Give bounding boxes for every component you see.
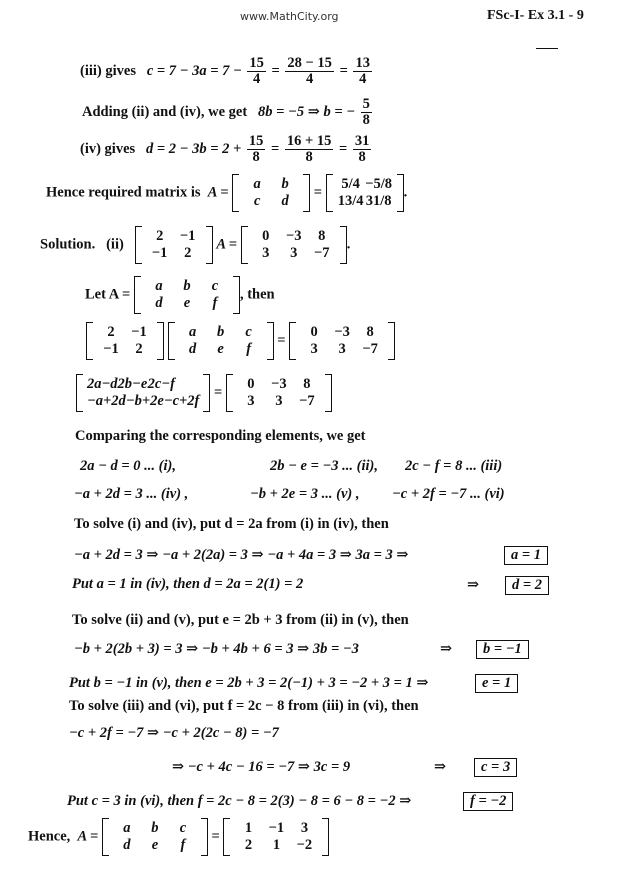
bracket-right (325, 374, 332, 412)
fraction: $\frac{15}{4}$ (249, 55, 264, 88)
matrix-cell: −c+2f (163, 393, 200, 409)
matrix-cell: 2 (107, 324, 115, 340)
matrix-row (237, 376, 321, 393)
matrix-row (300, 341, 384, 358)
matrix-row (237, 393, 321, 410)
line-equations-1 (80, 458, 503, 475)
matrix-cell: 0 (247, 376, 255, 392)
matrix-cell: a (189, 324, 197, 340)
fraction: $\frac{15}{8}$ (248, 133, 264, 166)
fraction: $\frac{31}{8}$ (354, 133, 370, 166)
equation: Put c = 3 in (vi), then f = 2c − 8 = 2(3) − 8 = 6 − 8 = −2 ⇒ (67, 793, 412, 809)
matrix-row (252, 245, 336, 262)
matrix-unknowns (102, 818, 208, 856)
line-adding (82, 97, 374, 128)
matrix-result (326, 174, 404, 212)
matrix-cell: 13/4 (337, 193, 364, 209)
bracket-left (289, 322, 296, 360)
matrix-cell: 3 (262, 245, 270, 261)
matrix-cell: 2a−d (87, 376, 118, 392)
bracket-right (157, 322, 164, 360)
line-matrix-product: 2 −1 −1 2 a b c d e f = 0 −3 8 3 3 −7 (86, 322, 395, 360)
matrix-cell: 3 (275, 393, 283, 409)
line-find-c (172, 758, 511, 776)
matrix-row (87, 393, 199, 410)
equation-i: 2a − d = 0 ... (i), (80, 458, 176, 474)
matrix-cell: −1 (103, 341, 119, 357)
equation: −a + 2d = 3 ⇒ −a + 2(2a) = 3 ⇒ −a + 4a = 3 ⇒ 3a = 3 ⇒ (74, 547, 409, 563)
line-iii-gives: (iii) gives c = 7 − 3a = 7 − $\frac{15}{4}$ = $\frac{28 - 15}{4}$ = $\frac{13}{4}$ (80, 55, 370, 88)
matrix-coefficients (86, 322, 164, 360)
label: (iii) gives (80, 63, 136, 80)
matrix-cell: b (151, 820, 159, 836)
bracket-left (86, 322, 93, 360)
matrix-cell: b (281, 176, 289, 192)
bracket-left (226, 374, 233, 412)
matrix-cell: 3 (247, 393, 255, 409)
bracket-right (388, 322, 395, 360)
label-then: , then (239, 286, 275, 303)
bracket-left (232, 174, 239, 212)
equation-ii: 2b − e = −3 ... (ii), (270, 458, 378, 474)
matrix-cell: 2 (135, 341, 143, 357)
matrix-cell: −b+2e (125, 393, 164, 409)
matrix-row (337, 176, 393, 193)
matrix-cell: b (183, 278, 191, 294)
matrix-cell: b (217, 324, 225, 340)
bracket-left (241, 226, 248, 264)
matrix-cell: 2 (156, 228, 164, 244)
fraction: $\frac{16 + 15}{8}$ (286, 133, 332, 166)
equation-iii: 2c − f = 8 ... (iii) (405, 458, 503, 474)
line-find-f (67, 792, 507, 810)
matrix-row (97, 324, 153, 341)
label: Let A = (85, 286, 131, 303)
matrix-cell: e (183, 295, 191, 311)
equation: c = 7 − 3a = 7 − (146, 63, 242, 80)
header-rule (536, 48, 558, 49)
matrix-cell: c (253, 193, 261, 209)
solution-label: Solution. (40, 236, 96, 253)
matrix-cell: 8 (303, 376, 311, 392)
matrix-cell: −7 (313, 245, 330, 261)
matrix-cell: 2 (244, 837, 253, 853)
bracket-right (303, 174, 310, 212)
matrix-final (223, 818, 329, 856)
matrix-rhs (241, 226, 347, 264)
matrix-rhs (289, 322, 395, 360)
equation-vi: −c + 2f = −7 ... (vi) (392, 486, 505, 502)
part-label: (ii) (106, 236, 124, 253)
matrix-cell: c (179, 820, 187, 836)
matrix-cell: −1 (268, 820, 285, 836)
equation: −b + 2(2b + 3) = 3 ⇒ −b + 4b + 6 = 3 ⇒ 3b = −3 (74, 641, 359, 657)
matrix-row (243, 193, 299, 210)
equation: 8b = −5 ⇒ b = − (258, 104, 356, 121)
matrix-cell: 2c−f (147, 376, 175, 392)
fraction: $\frac{13}{4}$ (355, 55, 370, 88)
label: Adding (ii) and (iv), we get (82, 104, 248, 121)
matrix-row (146, 245, 202, 262)
matrix-cell: a (253, 176, 261, 192)
matrix-cell: −2 (296, 837, 313, 853)
line-required-matrix: Hence required matrix is A = a b c d = 5/4 −5/8 13/4 31/8 . (46, 174, 407, 212)
matrix-row (87, 376, 199, 393)
exercise-reference: FSc-I- Ex 3.1 - 9 (487, 8, 584, 23)
matrix-row (145, 278, 229, 295)
matrix-cell: 0 (310, 324, 318, 340)
matrix-cell: 1 (244, 820, 253, 836)
equation-v: −b + 2e = 3 ... (v) , (250, 486, 360, 502)
matrix-cell: 1 (272, 837, 281, 853)
bracket-right (233, 276, 240, 314)
matrix-cell: 8 (318, 228, 326, 244)
bracket-left (223, 818, 230, 856)
matrix-cell: 5/4 (341, 176, 360, 192)
matrix-row (252, 228, 336, 245)
bracket-right (206, 226, 213, 264)
bracket-right (322, 818, 329, 856)
matrix-cell: 3 (300, 820, 309, 836)
bracket-left (76, 374, 83, 412)
matrix-cell: d (189, 341, 197, 357)
equation: A = (77, 828, 99, 845)
implies-arrow: ⇒ (440, 641, 453, 657)
line-find-b (74, 640, 522, 658)
line-let-a (85, 276, 275, 314)
matrix-cell: a (123, 820, 131, 836)
matrix-row (243, 176, 299, 193)
matrix-cell: −1 (131, 324, 147, 340)
matrix-cell: c (245, 324, 252, 340)
equation: A = (207, 184, 229, 201)
matrix-cell: −3 (285, 228, 302, 244)
matrix-cell: 3 (290, 245, 298, 261)
matrix-cell: e (217, 341, 224, 357)
bracket-right (267, 322, 274, 360)
matrix-cell: −a+2d (87, 393, 126, 409)
matrix-rhs (226, 374, 332, 412)
matrix-cell: 8 (366, 324, 374, 340)
matrix-abcd (232, 174, 310, 212)
equation: Put a = 1 in (iv), then d = 2a = 2(1) = 2 (72, 576, 304, 592)
matrix-expanded (76, 374, 210, 412)
site-url: www.MathCity.org (240, 10, 339, 23)
answer-b: b = −1 (476, 640, 529, 659)
answer-d: d = 2 (505, 576, 549, 595)
matrix-cell: 3 (310, 341, 318, 357)
label: Hence, (28, 828, 71, 845)
matrix-cell: 2b−e (117, 376, 148, 392)
implies-arrow: ⇒ (434, 759, 447, 775)
bracket-right (201, 818, 208, 856)
line-solve-i-iv: To solve (i) and (iv), put d = 2a from (i) in (iv), then (74, 516, 389, 532)
bracket-left (135, 226, 142, 264)
bracket-right (203, 374, 210, 412)
matrix-cell: 2 (184, 245, 192, 261)
line-expanded-product: 2a−d 2b−e 2c−f −a+2d −b+2e −c+2f = 0 −3 8 3 3 −7 (76, 374, 332, 412)
fraction: $\frac{28 - 15}{4}$ (287, 55, 332, 88)
matrix-cell: f (246, 341, 252, 357)
equation: −c + 2f = −7 ⇒ −c + 2(2c − 8) = −7 (69, 725, 279, 741)
line-iv-gives: (iv) gives d = 2 − 3b = 2 + $\frac{15}{8}$ = $\frac{16 + 15}{8}$ = $\frac{31}{8}$ (80, 133, 370, 166)
matrix-row (300, 324, 384, 341)
answer-e: e = 1 (475, 674, 518, 693)
line-comparing: Comparing the corresponding elements, we get (75, 428, 366, 444)
matrix-row (113, 837, 197, 854)
matrix-cell: 0 (262, 228, 270, 244)
bracket-left (168, 322, 175, 360)
label: (iv) gives (80, 141, 136, 158)
matrix-row (234, 837, 318, 854)
answer-c: c = 3 (474, 758, 517, 777)
equation: Put b = −1 in (v), then e = 2b + 3 = 2(−1) + 3 = −2 + 3 = 1 ⇒ (69, 675, 429, 691)
matrix-row (146, 228, 202, 245)
matrix-cell: d (281, 193, 289, 209)
matrix-cell: −3 (334, 324, 350, 340)
matrix-row (97, 341, 153, 358)
matrix-row (145, 295, 229, 312)
matrix-unknowns (168, 322, 274, 360)
line-find-d (72, 576, 543, 593)
matrix-row (234, 820, 318, 837)
matrix-cell: f (180, 837, 186, 853)
matrix-cell: d (123, 837, 131, 853)
equation: A = (216, 236, 238, 253)
line-solve-iii-vi: To solve (iii) and (vi), put f = 2c − 8 from (iii) in (vi), then (69, 698, 419, 714)
line-find-a (74, 546, 542, 564)
matrix-coefficients (135, 226, 213, 264)
matrix-row (179, 324, 263, 341)
answer-f: f = −2 (463, 792, 513, 811)
matrix-cell: −3 (271, 376, 287, 392)
matrix-cell: −5/8 (365, 176, 393, 192)
equation-iv: −a + 2d = 3 ... (iv) , (74, 486, 189, 502)
matrix-row (337, 193, 393, 210)
matrix-unknowns (134, 276, 240, 314)
matrix-cell: e (151, 837, 159, 853)
line-equations-2 (74, 486, 505, 503)
bracket-left (134, 276, 141, 314)
equation: ⇒ −c + 4c − 16 = −7 ⇒ 3c = 9 (172, 759, 351, 775)
bracket-right (397, 174, 404, 212)
matrix-cell: a (155, 278, 163, 294)
bracket-left (326, 174, 333, 212)
matrix-cell: −1 (179, 228, 196, 244)
bracket-left (102, 818, 109, 856)
matrix-cell: −1 (151, 245, 168, 261)
matrix-cell: c (211, 278, 219, 294)
matrix-row (179, 341, 263, 358)
matrix-cell: 31/8 (365, 193, 392, 209)
matrix-row (113, 820, 197, 837)
matrix-cell: −7 (362, 341, 378, 357)
fraction: $\frac{5}{8}$ (362, 96, 370, 129)
line-final-answer: Hence, A = a b c d e f = 1 −1 3 2 1 −2 (28, 818, 329, 856)
answer-a: a = 1 (504, 546, 548, 565)
equation: d = 2 − 3b = 2 + (146, 141, 242, 158)
bracket-right (340, 226, 347, 264)
matrix-cell: f (212, 295, 218, 311)
label: Hence required matrix is (46, 184, 201, 201)
matrix-cell: 3 (338, 341, 346, 357)
line-solve-ii-v: To solve (ii) and (v), put e = 2b + 3 from (ii) in (v), then (72, 612, 409, 628)
line-substitute-f (69, 724, 279, 742)
line-find-e (69, 674, 512, 692)
matrix-cell: d (155, 295, 163, 311)
implies-arrow: ⇒ (467, 577, 480, 593)
line-solution-ii: Solution. (ii) 2 −1 −1 2 A = 0 −3 8 3 3 −7 . (40, 226, 350, 264)
matrix-cell: −7 (299, 393, 315, 409)
